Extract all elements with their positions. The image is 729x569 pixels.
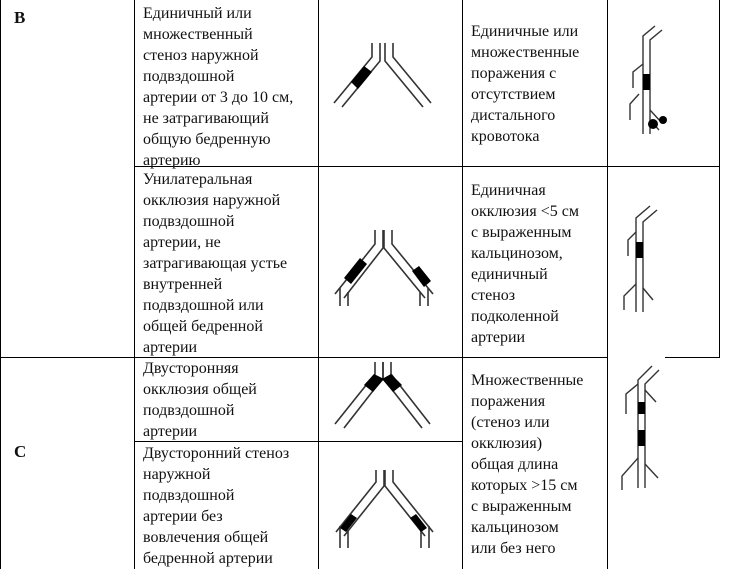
row3-lesion-line: которых >15 см bbox=[471, 477, 578, 494]
row3-description-line: подвздошной bbox=[143, 402, 235, 419]
table-divider-col2 bbox=[318, 0, 319, 569]
row3-description-line: Двусторонняя bbox=[143, 360, 239, 377]
row4-description-line: артерии без bbox=[143, 508, 223, 525]
row3-lesion-line: или без него bbox=[471, 540, 556, 557]
row4-description-line: подвздошной bbox=[143, 487, 235, 504]
row3-description-line: окклюзия общей bbox=[143, 381, 257, 398]
row3-aortoiliac-diagram bbox=[330, 362, 435, 432]
row2-lesion-line: Единичная bbox=[471, 182, 546, 199]
row1-description-line: Единичный или bbox=[143, 5, 252, 22]
table-border-left bbox=[0, 0, 1, 569]
row4-description-line: Двусторонний стеноз bbox=[143, 445, 290, 462]
row2-description-line: затрагивающая устье bbox=[143, 255, 288, 272]
table-divider-col1 bbox=[134, 0, 135, 569]
row1-description-line: артерию bbox=[143, 152, 201, 169]
class-label-b: B bbox=[14, 8, 26, 27]
row3-lesion-line: Множественные bbox=[471, 372, 584, 389]
row1-description-line: не затрагивающий bbox=[143, 110, 269, 127]
row3-femoropopliteal-diagram bbox=[612, 364, 667, 494]
row2-lesion-cell bbox=[471, 180, 598, 348]
row2-aortoiliac-diagram bbox=[330, 228, 440, 308]
row1-femoropopliteal-diagram bbox=[625, 24, 670, 139]
row2-description-line: внутренней bbox=[143, 276, 223, 293]
table-divider-col4-lower bbox=[607, 358, 608, 569]
row3-lesion-cell bbox=[471, 370, 598, 559]
row2-description-line: общей бедренной bbox=[143, 318, 263, 335]
row1-description-line: стеноз наружной bbox=[143, 47, 259, 64]
row2-lesion-line: единичный bbox=[471, 266, 548, 283]
row2-description-line: артерии, не bbox=[143, 234, 221, 251]
row4-description-line: вовлечения общей bbox=[143, 529, 269, 546]
row2-description-line: окклюзия наружной bbox=[143, 192, 281, 209]
row1-aortoiliac-diagram bbox=[330, 35, 435, 120]
row2-lesion-line: стеноз bbox=[471, 287, 516, 304]
row2-description-cell bbox=[143, 169, 311, 358]
row2-lesion-line: с выраженным bbox=[471, 224, 572, 241]
row1-description-line: подвздошной bbox=[143, 68, 235, 85]
row1-lesion-line: дистального bbox=[471, 107, 556, 124]
row1-description-line: множественный bbox=[143, 26, 253, 43]
row1-lesion-line: Единичные или bbox=[471, 23, 579, 40]
row1-lesion-line: отсутствием bbox=[471, 86, 556, 103]
row1-lesion-cell bbox=[471, 21, 598, 147]
row2-description-line: подвздошной bbox=[143, 213, 235, 230]
row1-lesion-line: множественные bbox=[471, 44, 580, 61]
row4-description-cell bbox=[143, 443, 311, 569]
table-row-divider-2b bbox=[665, 357, 720, 358]
row1-description-line: общую бедренную bbox=[143, 131, 271, 148]
row3-lesion-line: кальцинозом bbox=[471, 519, 559, 536]
table-divider-col3 bbox=[462, 0, 463, 569]
row4-description-line: бедренной артерии bbox=[143, 550, 273, 567]
row4-description-line: наружной bbox=[143, 466, 211, 483]
class-label-c: C bbox=[14, 442, 27, 461]
row2-lesion-line: кальцинозом, bbox=[471, 245, 563, 262]
row3-description-cell bbox=[143, 358, 311, 442]
row3-description-line: артерии bbox=[143, 423, 198, 440]
row1-description-line: артерии от 3 до 10 см, bbox=[143, 89, 294, 106]
row1-lesion-line: поражения с bbox=[471, 65, 557, 82]
row3-lesion-line: общая длина bbox=[471, 456, 559, 473]
row1-description-cell bbox=[143, 3, 311, 171]
row1-lesion-line: кровотока bbox=[471, 128, 540, 145]
row2-description-line: подвздошной или bbox=[143, 297, 264, 314]
row2-description-line: Унилатеральная bbox=[143, 171, 253, 188]
row2-lesion-line: окклюзия <5 см bbox=[471, 203, 579, 220]
row3-lesion-line: поражения bbox=[471, 393, 546, 410]
row3-lesion-line: с выраженным bbox=[471, 498, 572, 515]
table-divider-col4 bbox=[607, 0, 608, 357]
row2-description-line: артерии bbox=[143, 339, 198, 356]
row2-lesion-line: артерии bbox=[471, 329, 526, 346]
row3-lesion-line: (стеноз или bbox=[471, 414, 550, 431]
row3-lesion-line: окклюзия) bbox=[471, 435, 543, 452]
table-border-right bbox=[719, 0, 720, 357]
row4-aortoiliac-diagram bbox=[330, 470, 440, 550]
row2-lesion-line: подколенной bbox=[471, 308, 559, 325]
row2-femoropopliteal-diagram bbox=[618, 204, 663, 319]
